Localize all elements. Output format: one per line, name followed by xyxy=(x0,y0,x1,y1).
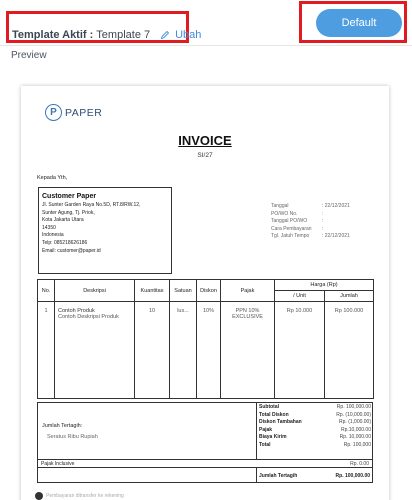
cell-per-unit: Rp 10.000 xyxy=(275,302,325,399)
meta-label: Tgl. Jatuh Tempo xyxy=(271,233,310,239)
amount-due-row xyxy=(256,468,372,483)
edit-template-label: Ubah xyxy=(175,29,202,41)
meta-row xyxy=(271,218,350,226)
tax-line: EXCLUSIVE xyxy=(232,314,263,320)
summary-row xyxy=(257,419,373,427)
customer-postal-code: 14350 xyxy=(42,224,56,231)
customer-phone: Telp: 085218626186 xyxy=(42,239,88,246)
meta-value: : 22/12/2021 xyxy=(322,233,350,239)
active-template-name: Template 7 xyxy=(96,29,151,41)
meta-row xyxy=(271,233,350,241)
customer-box xyxy=(38,187,172,274)
meta-value: : xyxy=(322,218,324,224)
tax-inclusive-row xyxy=(38,459,372,468)
summary-label: Subtotal xyxy=(259,404,279,410)
summary-value: Rp.10,000.00 xyxy=(340,426,371,433)
summary-row xyxy=(257,412,373,420)
payment-note xyxy=(35,492,124,500)
invoice-preview xyxy=(21,86,389,500)
note-icon xyxy=(35,492,43,500)
cell-description xyxy=(55,302,135,399)
summary-row xyxy=(257,427,373,435)
col-header-price-group: Harga (Rp) xyxy=(275,280,374,291)
col-header-description: Deskripsi xyxy=(55,280,135,302)
cell-discount: 10% xyxy=(197,302,221,399)
greeting: Kepada Yth, xyxy=(37,175,68,181)
summary-label: Diskon Tambahan xyxy=(259,419,302,425)
meta-value: : xyxy=(322,225,324,232)
summary-value: Rp. (10,000.00) xyxy=(336,411,371,418)
col-header-tax: Pajak xyxy=(221,280,275,302)
meta-label: Tanggal xyxy=(271,203,289,209)
payment-note-text: Pembayaran ditransfer ke rekening xyxy=(46,493,124,499)
meta-row xyxy=(271,226,350,234)
summary-value: Rp. (1,000.00) xyxy=(339,419,371,425)
summary-row xyxy=(257,434,373,442)
active-template-label: Template Aktif : xyxy=(12,29,94,41)
customer-address-line: Kota Jakarta Utara xyxy=(42,217,84,224)
summary-value: Rp. 100,000 xyxy=(343,441,371,448)
cell-unit: lus... xyxy=(170,302,197,399)
company-logo xyxy=(45,104,102,121)
invoice-meta xyxy=(271,203,350,241)
logo-icon xyxy=(45,104,62,121)
cell-no: 1 xyxy=(38,302,55,399)
customer-address-line: Sunter Agung, Tj. Priok, xyxy=(42,209,95,216)
summary-label: Pajak xyxy=(259,426,273,433)
meta-row xyxy=(271,211,350,219)
cell-quantity: 10 xyxy=(135,302,170,399)
summary-label: Total xyxy=(259,441,271,448)
col-header-per-unit: / Unit xyxy=(275,291,325,302)
customer-email: Email: customer@paper.id xyxy=(42,247,101,254)
active-template-row xyxy=(12,29,201,41)
default-button[interactable]: Default xyxy=(316,9,402,37)
invoice-number: SI/27 xyxy=(197,152,213,159)
customer-country: Indonesia xyxy=(42,232,64,239)
summary-section xyxy=(37,402,373,483)
cell-amount: Rp 100.000 xyxy=(325,302,374,399)
col-header-no: No. xyxy=(38,280,55,302)
logo-letter: P xyxy=(50,107,57,118)
amount-due-total-label: Jumlah Tertagih xyxy=(259,472,298,479)
meta-label: PO/WO No. xyxy=(271,210,298,217)
invoice-title: INVOICE xyxy=(178,133,232,148)
meta-label: Tanggal PO/WO xyxy=(271,218,308,224)
meta-value: : 22/12/2021 xyxy=(322,203,350,209)
amount-due-label: Jumlah Tertagih: xyxy=(42,423,83,429)
summary-label: Total Diskon xyxy=(259,411,289,418)
col-header-discount: Diskon xyxy=(197,280,221,302)
cell-tax xyxy=(221,302,275,399)
summary-row xyxy=(257,442,373,450)
product-description: Contoh Deskripsi Produk xyxy=(58,314,119,320)
preview-label: Preview xyxy=(11,50,47,61)
customer-name: Customer Paper xyxy=(42,193,97,200)
tax-line: PPN 10% xyxy=(235,308,260,314)
col-header-quantity: Kuantitas xyxy=(135,280,170,302)
summary-value: Rp. 10,000.00 xyxy=(339,434,371,440)
logo-text: PAPER xyxy=(65,106,103,119)
col-header-unit: Satuan xyxy=(170,280,197,302)
summary-row xyxy=(257,404,373,412)
summary-value: Rp. 100,000.00 xyxy=(336,404,371,410)
product-name: Contoh Produk xyxy=(58,308,95,314)
table-row xyxy=(38,302,374,399)
customer-address-line: Jl. Sunter Garden Raya No.5D, RT.8/RW.12, xyxy=(42,202,141,208)
amount-due-total-value: Rp. 100,000.00 xyxy=(335,472,370,479)
header-divider xyxy=(0,45,412,46)
tax-inclusive-label: Pajak Inclusive xyxy=(41,460,75,467)
items-table xyxy=(37,279,374,399)
meta-label: Cara Pembayaran xyxy=(271,225,312,232)
meta-value: : xyxy=(322,210,324,217)
amount-due-words: Seratus Ribu Rupiah xyxy=(47,434,98,440)
edit-template-link[interactable] xyxy=(160,29,201,41)
pencil-icon xyxy=(160,30,170,40)
summary-label: Biaya Kirim xyxy=(259,434,287,440)
meta-row xyxy=(271,203,350,211)
col-header-amount: Jumlah xyxy=(325,291,374,302)
tax-inclusive-value: Rp. 0.00 xyxy=(350,460,369,467)
summary-rows xyxy=(257,404,373,449)
